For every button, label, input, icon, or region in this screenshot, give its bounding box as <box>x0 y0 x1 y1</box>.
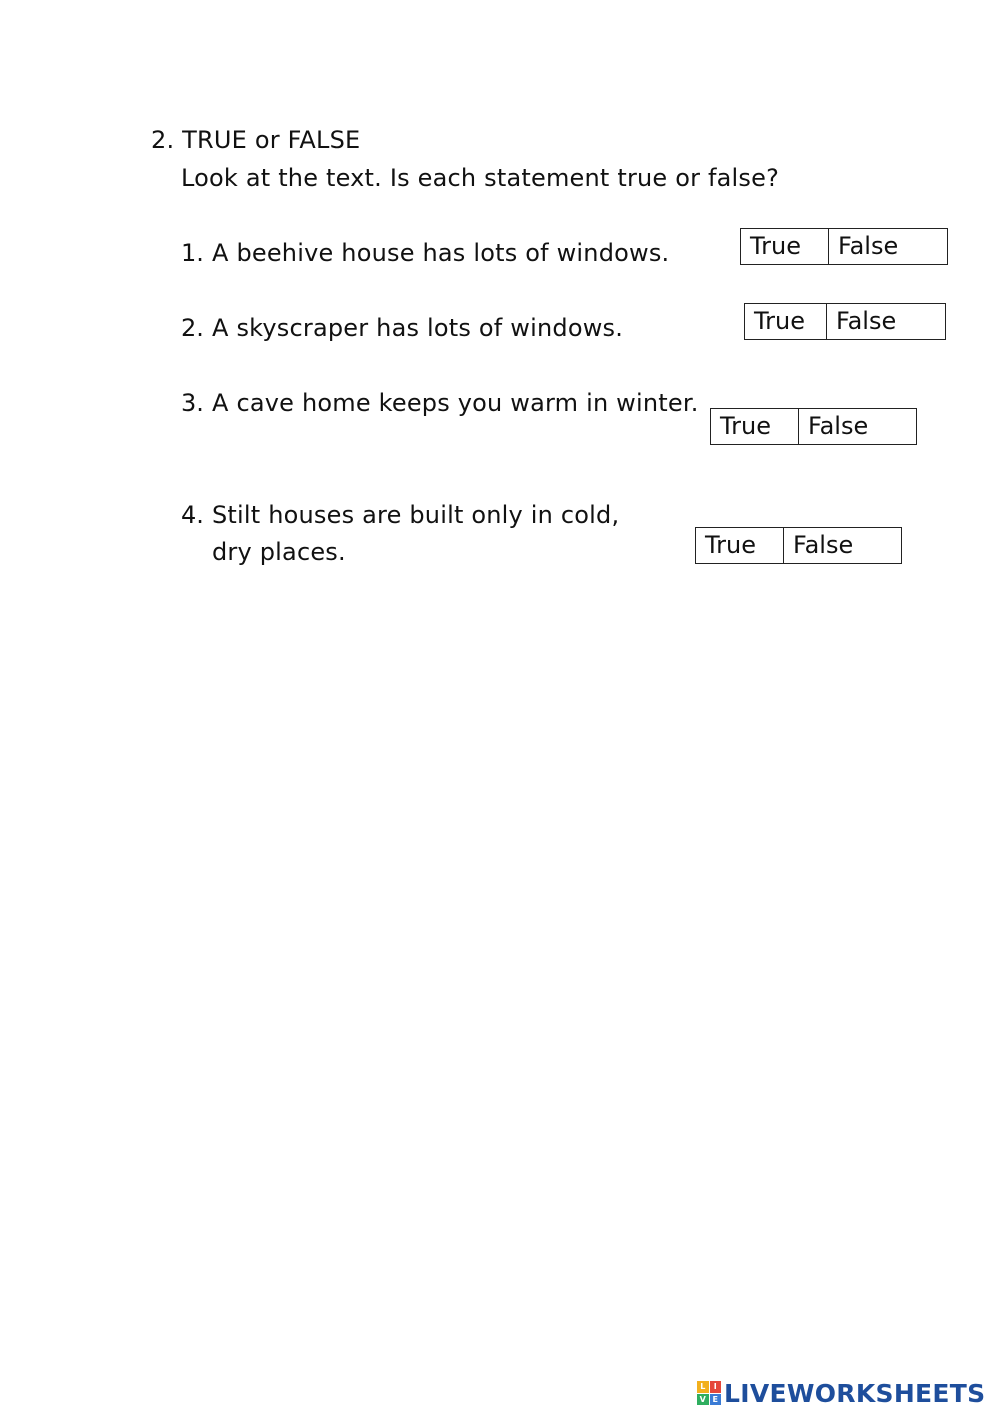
logo-mark-i: I <box>710 1381 722 1393</box>
true-false-choice <box>740 228 948 265</box>
true-false-choice <box>744 303 946 340</box>
statement-number: 3. <box>181 389 204 417</box>
logo-mark-e: E <box>710 1394 722 1406</box>
false-option[interactable]: False <box>808 412 869 440</box>
logo-mark-l: L <box>697 1381 709 1393</box>
false-option[interactable]: False <box>793 531 854 559</box>
section-instruction: Look at the text. Is each statement true or false? <box>181 164 780 192</box>
statement-number: 4. <box>181 501 204 529</box>
true-option[interactable]: True <box>741 229 829 264</box>
true-false-choice <box>710 408 917 445</box>
true-option[interactable]: True <box>711 409 799 444</box>
liveworksheets-logo <box>697 1377 985 1409</box>
logo-wordmark: LIVEWORKSHEETS <box>724 1378 986 1408</box>
true-false-choice <box>695 527 902 564</box>
section-heading: 2. TRUE or FALSE <box>151 126 361 154</box>
true-option[interactable]: True <box>696 528 784 563</box>
false-option[interactable]: False <box>838 232 899 260</box>
logo-mark-icon <box>697 1381 721 1405</box>
statement-number: 2. <box>181 314 204 342</box>
statement-text: A beehive house has lots of windows. <box>212 239 670 267</box>
statement-number: 1. <box>181 239 204 267</box>
statement-text-line-1: Stilt houses are built only in cold, <box>212 501 620 529</box>
statement-text: A cave home keeps you warm in winter. <box>212 389 699 417</box>
statement-text-line-2: dry places. <box>212 538 346 566</box>
statement-text: A skyscraper has lots of windows. <box>212 314 624 342</box>
false-option[interactable]: False <box>836 307 897 335</box>
true-option[interactable]: True <box>745 304 827 339</box>
logo-mark-v: V <box>697 1394 709 1406</box>
